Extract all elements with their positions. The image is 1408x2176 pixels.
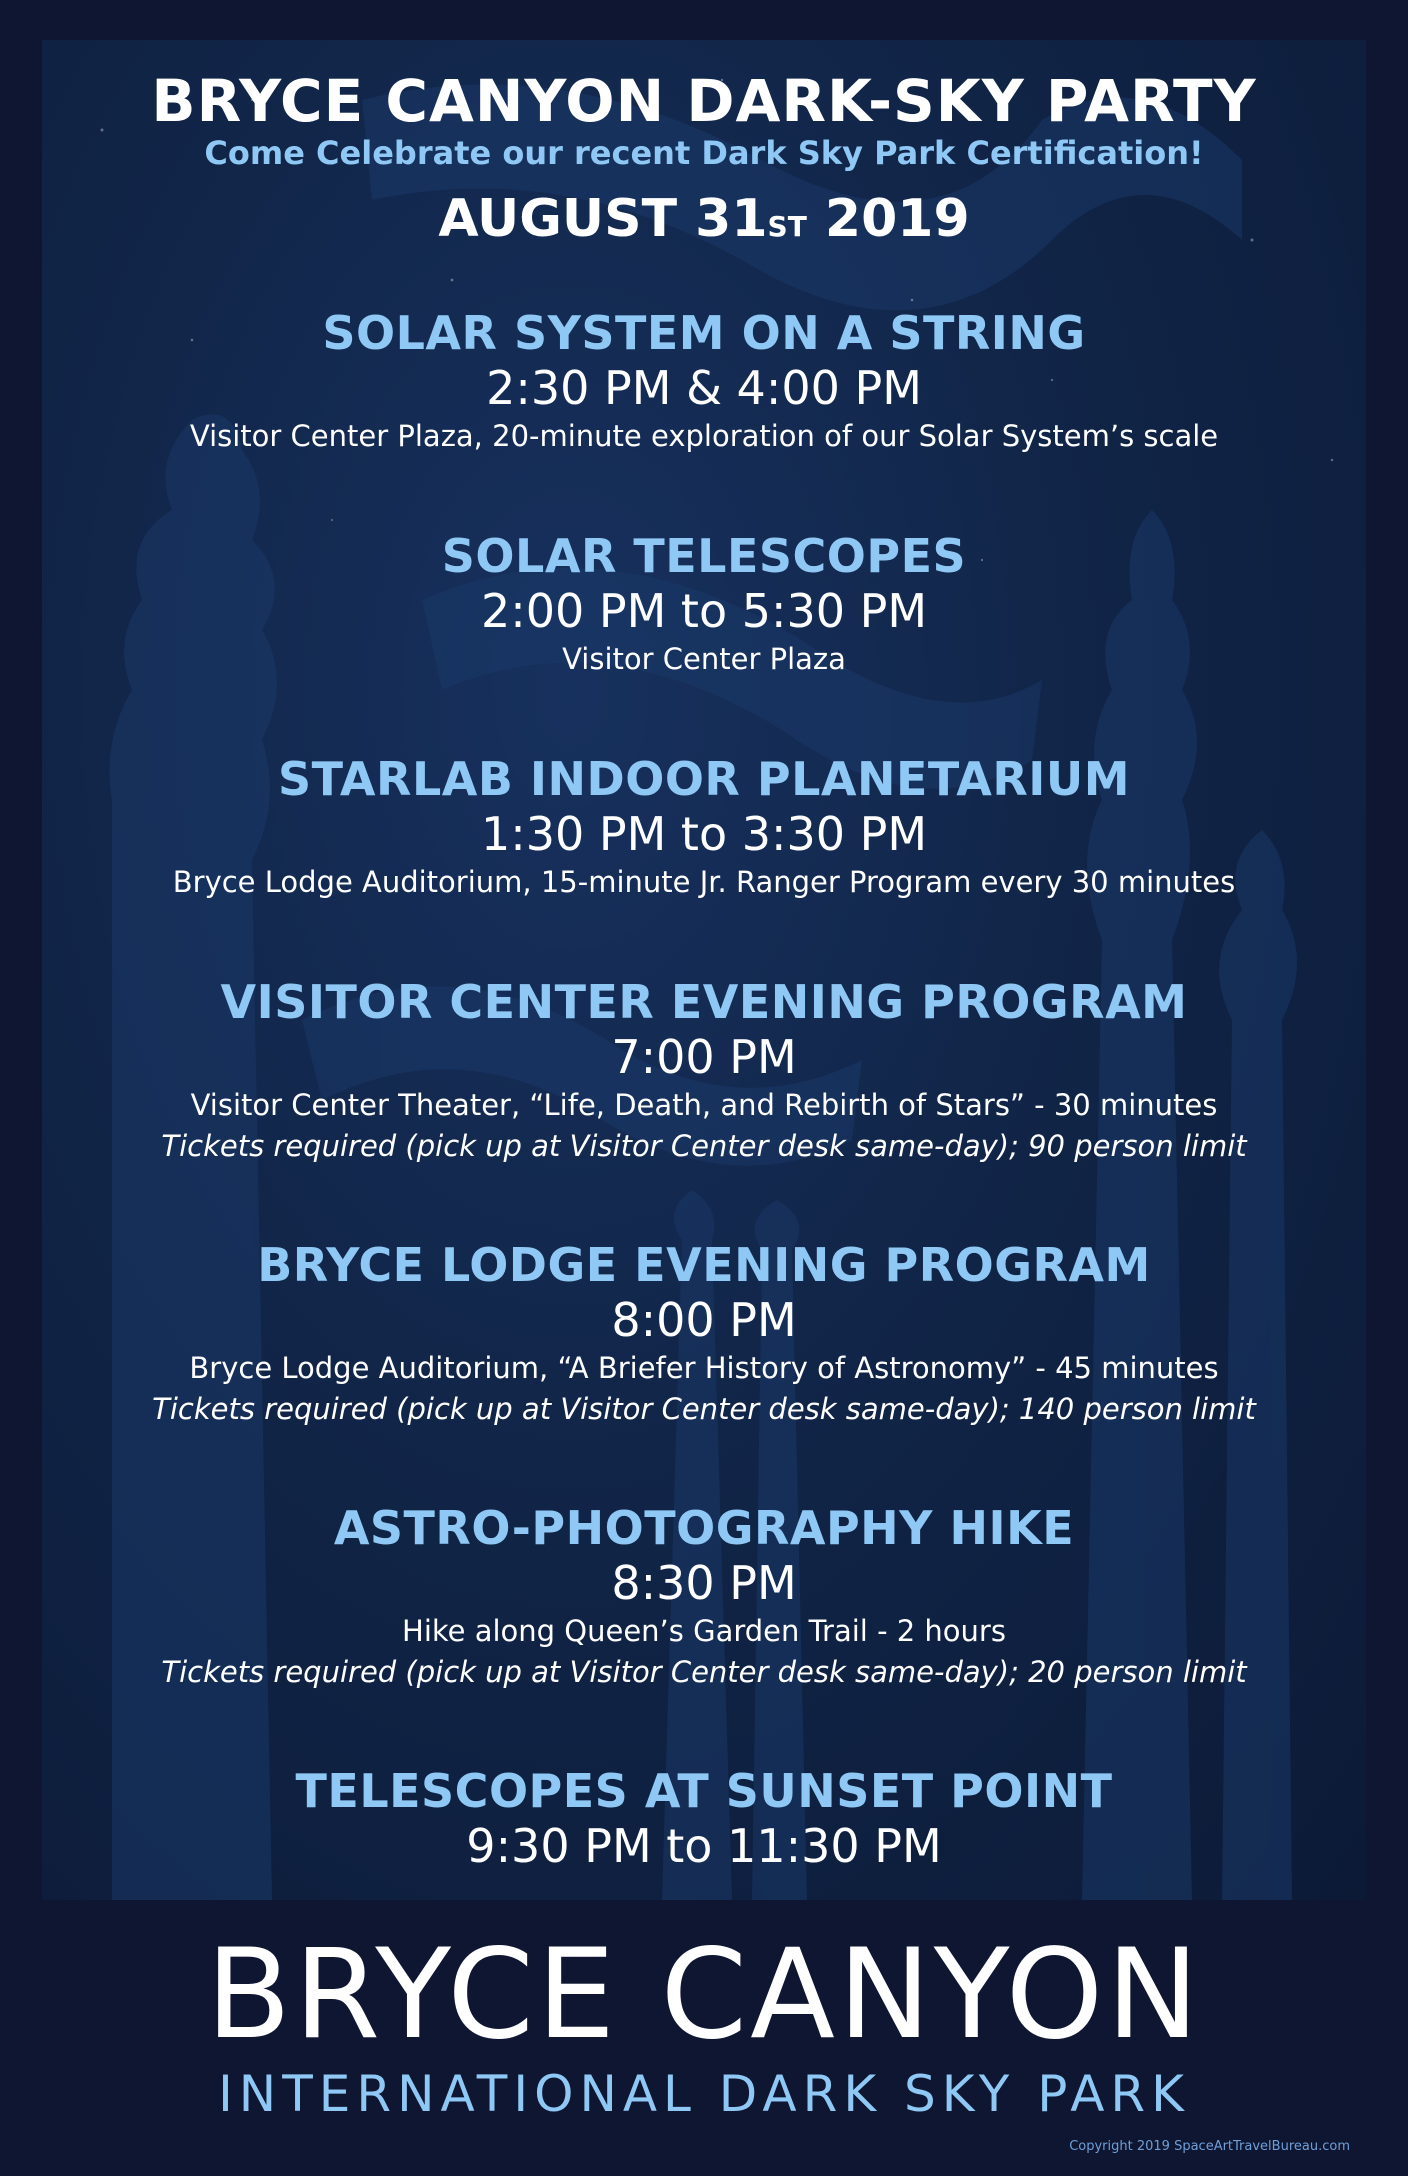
event-description: Visitor Center Plaza bbox=[562, 642, 846, 676]
event-astro-photography-hike bbox=[0, 1501, 1408, 1693]
event-title: TELESCOPES AT SUNSET POINT bbox=[295, 1764, 1113, 1818]
event-time: 1:30 PM to 3:30 PM bbox=[480, 807, 928, 861]
event-ticket-note: Tickets required (pick up at Visitor Center desk same-day); 90 person limit bbox=[161, 1129, 1247, 1163]
park-logo-title: BRYCE CANYON bbox=[205, 1923, 1203, 2067]
event-date bbox=[0, 186, 1408, 260]
event-description: Hike along Queen’s Garden Trail - 2 hours bbox=[402, 1614, 1006, 1648]
event-ticket-note: Tickets required (pick up at Visitor Center desk same-day); 140 person limit bbox=[152, 1392, 1256, 1426]
event-title: SOLAR TELESCOPES bbox=[441, 529, 967, 583]
event-time: 8:00 PM bbox=[611, 1293, 797, 1347]
event-time: 9:30 PM to 11:30 PM bbox=[466, 1819, 942, 1873]
event-title: SOLAR SYSTEM ON A STRING bbox=[322, 306, 1086, 360]
page-title: BRYCE CANYON DARK-SKY PARTY bbox=[151, 67, 1257, 135]
event-bryce-lodge-program bbox=[0, 1238, 1408, 1430]
event-title: BRYCE LODGE EVENING PROGRAM bbox=[257, 1238, 1151, 1292]
copyright-notice: Copyright 2019 SpaceArtTravelBureau.com bbox=[1069, 2139, 1350, 2154]
event-description: Bryce Lodge Auditorium, 15-minute Jr. Ranger Program every 30 minutes bbox=[172, 865, 1236, 899]
event-starlab-planetarium bbox=[0, 752, 1408, 903]
event-solar-telescopes bbox=[0, 529, 1408, 680]
date-year: 2019 bbox=[806, 189, 970, 249]
event-title: STARLAB INDOOR PLANETARIUM bbox=[277, 752, 1130, 806]
event-description: Visitor Center Plaza, 20-minute exploration of our Solar System’s scale bbox=[189, 419, 1219, 453]
event-title: ASTRO-PHOTOGRAPHY HIKE bbox=[333, 1501, 1075, 1555]
date-main: AUGUST 31 bbox=[438, 189, 768, 249]
event-telescopes-sunset-point bbox=[0, 1764, 1408, 1874]
event-description: Visitor Center Theater, “Life, Death, and Rebirth of Stars” - 30 minutes bbox=[190, 1088, 1218, 1122]
event-visitor-center-program bbox=[0, 975, 1408, 1167]
event-time: 2:30 PM & 4:00 PM bbox=[486, 361, 922, 415]
event-ticket-note: Tickets required (pick up at Visitor Center desk same-day); 20 person limit bbox=[161, 1655, 1247, 1689]
event-title: VISITOR CENTER EVENING PROGRAM bbox=[220, 975, 1188, 1029]
event-time: 7:00 PM bbox=[611, 1030, 797, 1084]
event-solar-system bbox=[0, 306, 1408, 457]
event-description: Bryce Lodge Auditorium, “A Briefer History of Astronomy” - 45 minutes bbox=[189, 1351, 1219, 1385]
park-logo-subtitle: INTERNATIONAL DARK SKY PARK bbox=[218, 2065, 1190, 2123]
page-subtitle: Come Celebrate our recent Dark Sky Park Certification! bbox=[204, 134, 1204, 172]
event-time: 2:00 PM to 5:30 PM bbox=[480, 584, 928, 638]
event-time: 8:30 PM bbox=[611, 1556, 797, 1610]
date-suffix: ST bbox=[767, 210, 807, 243]
